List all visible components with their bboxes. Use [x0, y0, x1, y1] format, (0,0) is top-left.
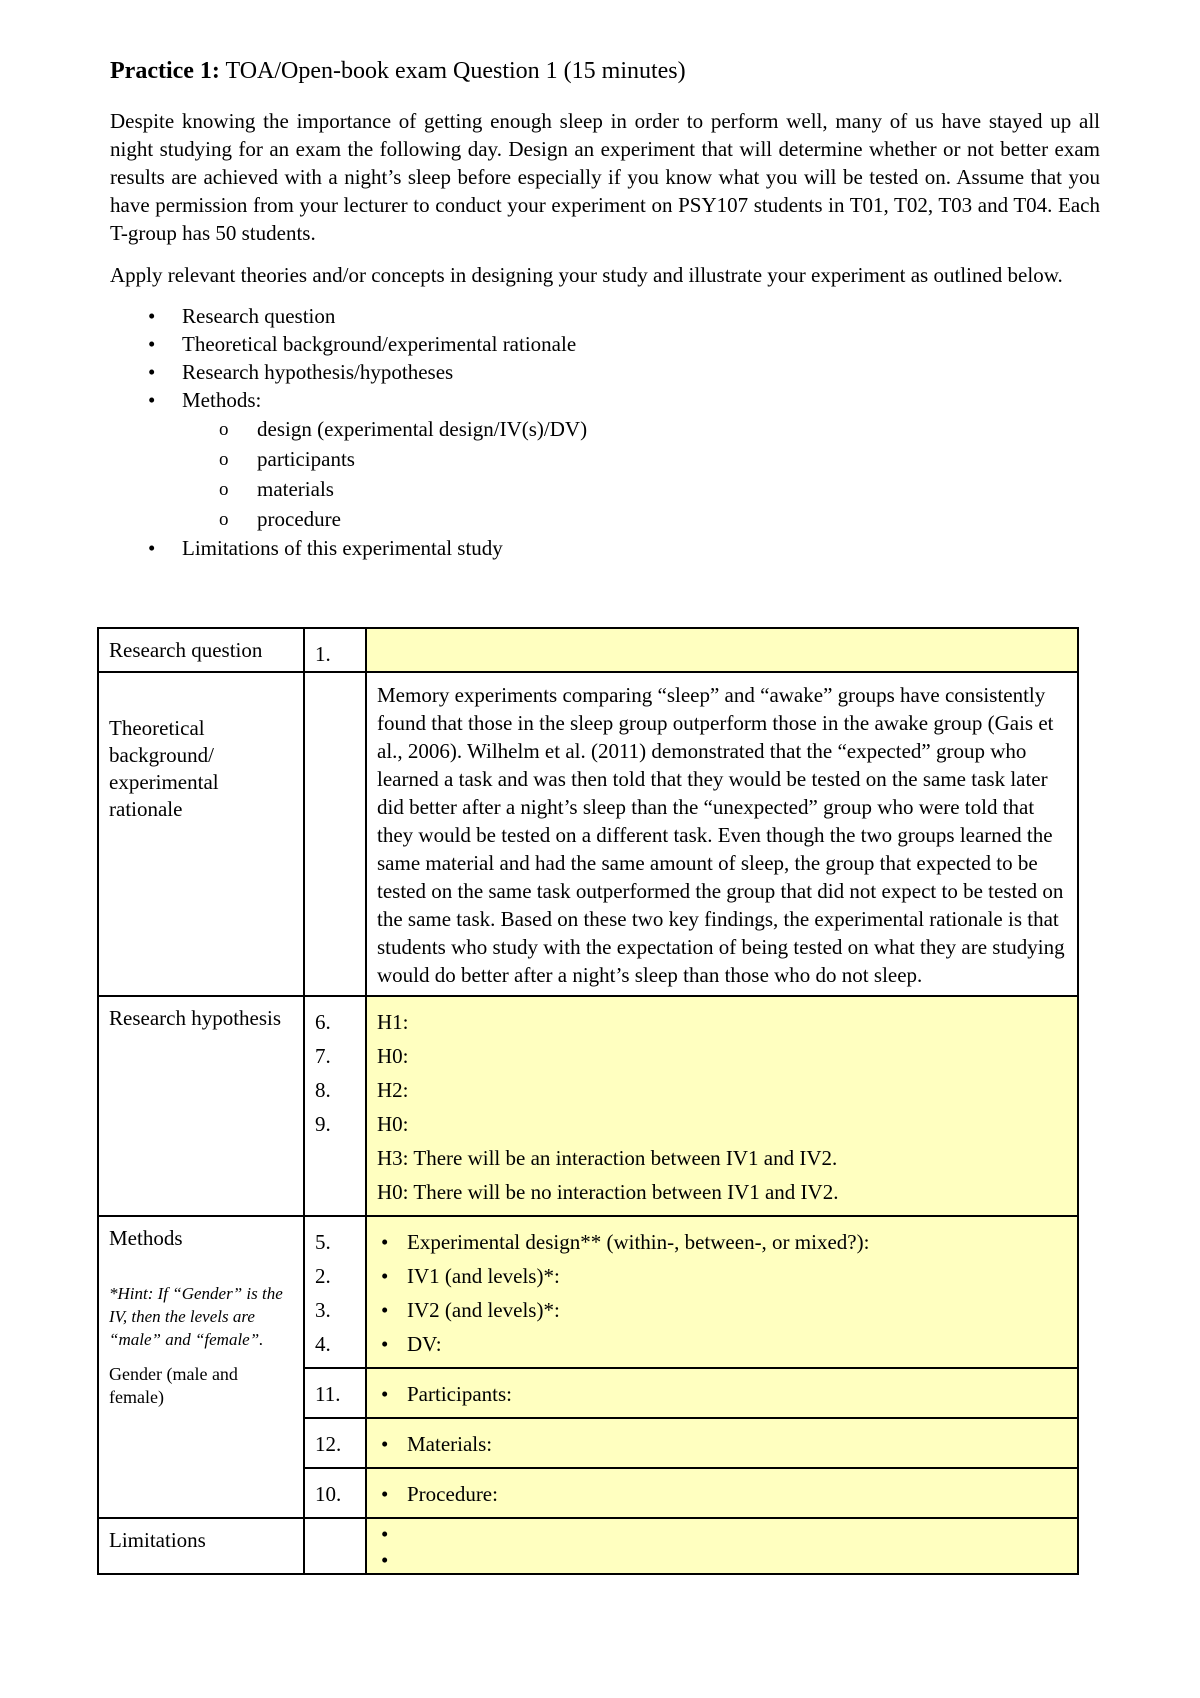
hypothesis-h0: H0:	[377, 1044, 409, 1068]
procedure-item: • Procedure:	[377, 1477, 1067, 1511]
row-methods-design	[98, 1216, 1078, 1368]
circle-bullet-icon: o	[219, 509, 229, 530]
num-hypothesis: 6. 7. 8. 9.	[304, 996, 366, 1216]
materials-item: • Materials:	[377, 1427, 1067, 1461]
num-theoretical-background	[304, 672, 366, 996]
row-theoretical-background	[98, 672, 1078, 996]
bullet-icon: •	[148, 536, 156, 560]
intro-paragraph-2: Apply relevant theories and/or concepts in designing your study and illustrate your experiment as outlined below.	[110, 263, 1063, 287]
methods-gender-note: Gender (male and female)	[109, 1364, 238, 1407]
label-theoretical-background: Theoretical background/ experimental rationale	[98, 672, 304, 996]
methods-hint: *Hint: If “Gender” is the IV, then the levels are “male” and “female”.	[109, 1284, 283, 1349]
answer-limitations[interactable]	[366, 1518, 1078, 1574]
outline-subitem: o materials	[110, 475, 1100, 504]
answer-procedure[interactable]	[366, 1468, 1078, 1518]
label-research-question: Research question	[98, 628, 304, 672]
limitation-bullet	[377, 1521, 1067, 1547]
bullet-icon: •	[148, 360, 156, 384]
methods-label: Methods	[109, 1226, 183, 1250]
participants-item: • Participants:	[377, 1377, 1067, 1411]
hypothesis-h0: H0:	[377, 1112, 409, 1136]
outline-item: • Research hypothesis/hypotheses	[148, 360, 454, 384]
row-limitations	[98, 1518, 1078, 1574]
intro-paragraph-1: Despite knowing the importance of getting enough sleep in order to perform well, many of us have stayed up all night studying for an exam the following day. Design an experiment that will determine whether or not better exam results are achieved with a night’s sleep before especially if you know what you will be tested on. Assume that you have permission from your lecturer to conduct your experiment on PSY107 students in T01, T02, T03 and T04. Each T-group has 50 students.	[110, 109, 1100, 245]
answer-table	[97, 627, 1079, 1575]
row-research-question	[98, 628, 1078, 672]
document-page	[110, 58, 1100, 563]
outline-subitem: o procedure	[110, 505, 1100, 534]
circle-bullet-icon: o	[219, 419, 229, 440]
circle-bullet-icon: o	[219, 479, 229, 500]
iv1-item: • IV1 (and levels)*:	[377, 1259, 1067, 1293]
row-research-hypothesis	[98, 996, 1078, 1216]
hypothesis-h0: H0: There will be no interaction between IV1 and IV2.	[377, 1180, 839, 1204]
rationale-text: Memory experiments comparing “sleep” and “awake” groups have consistently found that those in the sleep group outperform those in the awake group (Gais et al., 2006). Wilhelm et al. (2011) demonstrated that the “expected” group who learned a task and was then told that they would be tested on the same task later did better after a night’s sleep than the “unexpected” group who were told that they would be tested on a different task. Even though the two groups learned the same material and had the same amount of sleep, the group that expected to be tested on the same task outperformed the group that did not expect to be tested on the same task. Based on these two key findings, the experimental rationale is that students who study with the expectation of being tested on what they are studying would do better after a night’s sleep than those who do not sleep.	[366, 672, 1078, 996]
bullet-icon: •	[148, 304, 156, 328]
title-rest: TOA/Open-book exam Question 1 (15 minutes)	[219, 58, 686, 84]
dv-item: • DV:	[377, 1327, 1067, 1361]
outline-item: • Research question	[148, 304, 336, 328]
bullet-icon: •	[148, 332, 156, 356]
hypothesis-h3: H3: There will be an interaction between IV1 and IV2.	[377, 1146, 838, 1170]
label-methods	[98, 1216, 304, 1518]
answer-materials[interactable]	[366, 1418, 1078, 1468]
num-participants: 11.	[304, 1368, 366, 1418]
limitation-bullet	[377, 1547, 1067, 1573]
outline-item: • Methods:	[148, 388, 262, 412]
hypothesis-h1: H1:	[377, 1010, 409, 1034]
outline-item: • Theoretical background/experimental rationale	[148, 332, 577, 356]
outline-subitem: o participants	[110, 445, 1100, 474]
label-limitations: Limitations	[98, 1518, 304, 1574]
num-methods-design: 5. 2. 3. 4.	[304, 1216, 366, 1368]
answer-research-question[interactable]	[366, 628, 1078, 672]
answer-hypothesis[interactable]	[366, 996, 1078, 1216]
label-research-hypothesis: Research hypothesis	[98, 996, 304, 1216]
num-limitations	[304, 1518, 366, 1574]
num-materials: 12.	[304, 1418, 366, 1468]
circle-bullet-icon: o	[219, 449, 229, 470]
answer-participants[interactable]	[366, 1368, 1078, 1418]
num-procedure: 10.	[304, 1468, 366, 1518]
iv2-item: • IV2 (and levels)*:	[377, 1293, 1067, 1327]
outline-subitem: o design (experimental design/IV(s)/DV)	[110, 415, 1100, 444]
bullet-icon: •	[148, 388, 156, 412]
answer-methods-design[interactable]	[366, 1216, 1078, 1368]
design-item: • Experimental design** (within-, between-, or mixed?):	[377, 1225, 1067, 1259]
outline-item: • Limitations of this experimental study	[148, 536, 503, 560]
title-bold: Practice 1:	[110, 58, 220, 84]
page-title	[110, 58, 1100, 85]
hypothesis-h2: H2:	[377, 1078, 409, 1102]
outline-list	[110, 303, 1100, 562]
num-research-question: 1.	[304, 628, 366, 672]
